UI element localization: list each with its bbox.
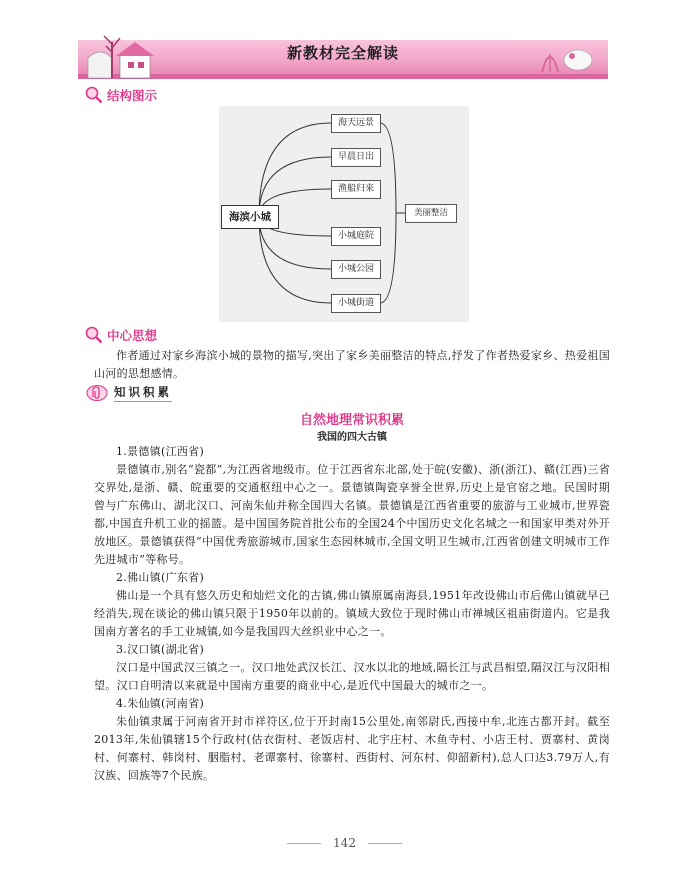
structure-heading-text: 结构图示 [107,88,158,103]
page-footer [0,836,689,850]
paperclip-icon [86,384,108,402]
diagram-center-node: 海滨小城 [221,205,279,229]
knowledge-heading [86,384,172,402]
page-number: 142 [333,836,356,850]
footer-rule [368,843,402,844]
structure-heading [85,86,157,104]
header-title: 新教材完全解读 [286,44,399,62]
item-text: 佛山是一个具有悠久历史和灿烂文化的古镇,佛山镇原属南海县,1951年改设佛山市后佛山镇就早已经消失,现在谈论的佛山镇只限于1950年以前的。镇域大致位于现时佛山市禅城区祖庙街道内。它是我国南方著名的手工业城镇,如今是我国四大丝织业中心之一。 [94,589,610,638]
diagram-conclusion-node: 美丽整洁 [405,204,457,223]
item-heading: 3.汉口镇(湖北省) [116,643,205,656]
diagram-branch-node: 小城庭院 [331,227,381,246]
diagram-branch-node: 早晨日出 [331,148,381,167]
item-heading: 1.景德镇(江西省) [116,445,205,458]
item-text: 景德镇市,别名“瓷都”,为江西省地级市。位于江西省东北部,处于皖(安徽)、浙(浙江)、赣(江西)三省交界处,是浙、赣、皖重要的交通枢纽中心之一。景德镇陶瓷享誉全世界,历史上是官窑之地。民国时期曾与广东佛山、湖北汉口、河南朱仙并称全国四大名镇。景德镇是江西省重要的旅游与工业城市,世界瓷都,中国直升机工业的摇篮。是中国国务院首批公布的全国24个中国历史文化名城之一和国家甲类对外开放地区。景德镇获得“中国优秀旅游城市,国家生态园林城市,全国文明卫生城市,江西省创建文明城市工作先进城市”等称号。 [94,463,610,566]
knowledge-heading-text: 知识积累 [114,384,172,402]
footer-rule [287,843,321,844]
knowledge-title: 自然地理常识积累 [299,413,404,428]
item-heading: 4.朱仙镇(河南省) [116,697,205,710]
central-idea-heading [85,326,157,344]
page-header [78,28,608,80]
item-text: 朱仙镇隶属于河南省开封市祥符区,位于开封南15公里处,南邻尉氏,西接中牟,北连古都开封。截至2013年,朱仙镇辖15个行政村(估衣街村、老饭店村、北宇庄村、木鱼寺村、小店王村、贾寨村、黄岗村、何寨村、韩岗村、胭脂村、老谭寨村、徐寨村、西街村、河东村、仰韶新村),总人口达3.79万人,有汉族、回族等7个民族。 [94,715,610,782]
diagram-branch-node: 小城街道 [331,294,381,313]
central-idea-heading-text: 中心思想 [107,328,158,343]
diagram-branch-node: 小城公园 [331,260,381,279]
magnifier-icon [85,86,103,104]
magnifier-icon [85,326,103,344]
diagram-branch-node: 渔船归来 [331,180,381,199]
knowledge-subtitle: 我国的四大古镇 [317,432,387,443]
central-idea-text: 作者通过对家乡海滨小城的景物的描写,突出了家乡美丽整洁的特点,抒发了作者热爱家乡、热爱祖国山河的思想感情。 [94,349,610,380]
item-heading: 2.佛山镇(广东省) [116,571,205,584]
structure-diagram [219,106,469,322]
item-text: 汉口是中国武汉三镇之一。汉口地处武汉长江、汉水以北的地域,隔长江与武昌相望,隔汉江与汉阳相望。汉口自明清以来就是中国南方重要的商业中心,是近代中国最大的城市之一。 [94,661,610,692]
knowledge-body [94,443,610,785]
diagram-branch-node: 海天远景 [331,114,381,133]
